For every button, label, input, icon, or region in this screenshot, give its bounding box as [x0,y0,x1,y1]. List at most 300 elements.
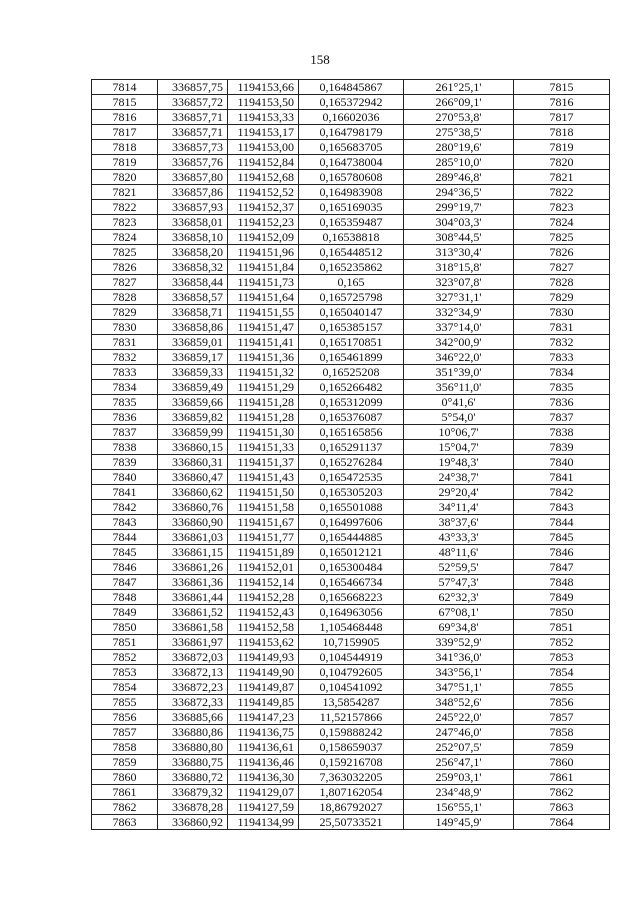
x-coordinate-cell: 336860,47 [158,470,228,485]
direction-angle-cell: 247°46,0' [404,725,514,740]
length-cell: 10,7159905 [299,635,404,650]
y-coordinate-cell: 1194153,00 [228,140,299,155]
y-coordinate-cell: 1194152,01 [228,560,299,575]
x-coordinate-cell: 336860,92 [158,815,228,830]
y-coordinate-cell: 1194151,58 [228,500,299,515]
table-row [92,140,610,155]
x-coordinate-cell: 336880,80 [158,740,228,755]
table-row [92,815,610,830]
point-number-cell: 7837 [92,425,158,440]
length-cell: 0,104541092 [299,680,404,695]
length-cell: 0,165472535 [299,470,404,485]
x-coordinate-cell: 336857,73 [158,140,228,155]
point-number-cell: 7830 [92,320,158,335]
direction-angle-cell: 29°20,4' [404,485,514,500]
y-coordinate-cell: 1194151,43 [228,470,299,485]
table-body [92,80,610,830]
point-number-cell: 7827 [92,275,158,290]
point-number-cell: 7861 [92,785,158,800]
next-point-cell: 7832 [514,335,610,350]
next-point-cell: 7836 [514,395,610,410]
table-row [92,755,610,770]
x-coordinate-cell: 336885,66 [158,710,228,725]
next-point-cell: 7863 [514,800,610,815]
table-row [92,575,610,590]
table-row [92,785,610,800]
length-cell: 0,165012121 [299,545,404,560]
length-cell: 0,165683705 [299,140,404,155]
point-number-cell: 7819 [92,155,158,170]
next-point-cell: 7860 [514,755,610,770]
length-cell: 0,165235862 [299,260,404,275]
direction-angle-cell: 332°34,9' [404,305,514,320]
length-cell: 0,165266482 [299,380,404,395]
point-number-cell: 7831 [92,335,158,350]
direction-angle-cell: 15°04,7' [404,440,514,455]
x-coordinate-cell: 336861,36 [158,575,228,590]
next-point-cell: 7815 [514,80,610,95]
point-number-cell: 7856 [92,710,158,725]
point-number-cell: 7849 [92,605,158,620]
y-coordinate-cell: 1194151,29 [228,380,299,395]
point-number-cell: 7836 [92,410,158,425]
y-coordinate-cell: 1194153,17 [228,125,299,140]
direction-angle-cell: 69°34,8' [404,620,514,635]
next-point-cell: 7840 [514,455,610,470]
direction-angle-cell: 270°53,8' [404,110,514,125]
next-point-cell: 7838 [514,425,610,440]
length-cell: 0,16538818 [299,230,404,245]
y-coordinate-cell: 1194151,64 [228,290,299,305]
direction-angle-cell: 19°48,3' [404,455,514,470]
length-cell: 0,164738004 [299,155,404,170]
table-row [92,440,610,455]
direction-angle-cell: 337°14,0' [404,320,514,335]
point-number-cell: 7820 [92,170,158,185]
point-number-cell: 7848 [92,590,158,605]
next-point-cell: 7823 [514,200,610,215]
y-coordinate-cell: 1194151,33 [228,440,299,455]
next-point-cell: 7820 [514,155,610,170]
y-coordinate-cell: 1194153,33 [228,110,299,125]
y-coordinate-cell: 1194151,37 [228,455,299,470]
length-cell: 0,165300484 [299,560,404,575]
x-coordinate-cell: 336872,13 [158,665,228,680]
length-cell: 0,159216708 [299,755,404,770]
direction-angle-cell: 252°07,5' [404,740,514,755]
x-coordinate-cell: 336858,57 [158,290,228,305]
point-number-cell: 7829 [92,305,158,320]
x-coordinate-cell: 336857,71 [158,110,228,125]
length-cell: 0,165165856 [299,425,404,440]
y-coordinate-cell: 1194152,23 [228,215,299,230]
y-coordinate-cell: 1194152,58 [228,620,299,635]
point-number-cell: 7834 [92,380,158,395]
table-row [92,305,610,320]
direction-angle-cell: 149°45,9' [404,815,514,830]
point-number-cell: 7814 [92,80,158,95]
y-coordinate-cell: 1194149,93 [228,650,299,665]
length-cell: 0,165291137 [299,440,404,455]
x-coordinate-cell: 336872,23 [158,680,228,695]
length-cell: 0,165305203 [299,485,404,500]
table-row [92,680,610,695]
direction-angle-cell: 266°09,1' [404,95,514,110]
direction-angle-cell: 323°07,8' [404,275,514,290]
table-row [92,455,610,470]
x-coordinate-cell: 336858,86 [158,320,228,335]
next-point-cell: 7845 [514,530,610,545]
table-row [92,605,610,620]
direction-angle-cell: 48°11,6' [404,545,514,560]
next-point-cell: 7816 [514,95,610,110]
table-row [92,275,610,290]
point-number-cell: 7838 [92,440,158,455]
x-coordinate-cell: 336858,44 [158,275,228,290]
next-point-cell: 7834 [514,365,610,380]
length-cell: 0,164983908 [299,185,404,200]
y-coordinate-cell: 1194134,99 [228,815,299,830]
length-cell: 0,165461899 [299,350,404,365]
direction-angle-cell: 5°54,0' [404,410,514,425]
table-row [92,515,610,530]
next-point-cell: 7839 [514,440,610,455]
point-number-cell: 7854 [92,680,158,695]
y-coordinate-cell: 1194153,62 [228,635,299,650]
point-number-cell: 7839 [92,455,158,470]
table-row [92,410,610,425]
y-coordinate-cell: 1194129,07 [228,785,299,800]
table-row [92,800,610,815]
next-point-cell: 7826 [514,245,610,260]
table-row [92,635,610,650]
x-coordinate-cell: 336861,44 [158,590,228,605]
table-row [92,770,610,785]
length-cell: 0,16525208 [299,365,404,380]
x-coordinate-cell: 336859,49 [158,380,228,395]
length-cell: 0,165725798 [299,290,404,305]
length-cell: 0,165040147 [299,305,404,320]
point-number-cell: 7824 [92,230,158,245]
next-point-cell: 7837 [514,410,610,425]
x-coordinate-cell: 336861,52 [158,605,228,620]
next-point-cell: 7848 [514,575,610,590]
x-coordinate-cell: 336860,62 [158,485,228,500]
table-row [92,320,610,335]
length-cell: 0,16602036 [299,110,404,125]
next-point-cell: 7818 [514,125,610,140]
next-point-cell: 7857 [514,710,610,725]
table-row [92,215,610,230]
direction-angle-cell: 52°59,5' [404,560,514,575]
table-row [92,695,610,710]
length-cell: 0,164798179 [299,125,404,140]
y-coordinate-cell: 1194153,66 [228,80,299,95]
y-coordinate-cell: 1194151,32 [228,365,299,380]
point-number-cell: 7818 [92,140,158,155]
next-point-cell: 7817 [514,110,610,125]
next-point-cell: 7858 [514,725,610,740]
point-number-cell: 7832 [92,350,158,365]
direction-angle-cell: 10°06,7' [404,425,514,440]
table-row [92,470,610,485]
point-number-cell: 7835 [92,395,158,410]
y-coordinate-cell: 1194151,55 [228,305,299,320]
x-coordinate-cell: 336857,93 [158,200,228,215]
y-coordinate-cell: 1194149,90 [228,665,299,680]
direction-angle-cell: 299°19,7' [404,200,514,215]
point-number-cell: 7841 [92,485,158,500]
direction-angle-cell: 294°36,5' [404,185,514,200]
point-number-cell: 7833 [92,365,158,380]
point-number-cell: 7850 [92,620,158,635]
direction-angle-cell: 280°19,6' [404,140,514,155]
table-row [92,170,610,185]
table-row [92,380,610,395]
direction-angle-cell: 351°39,0' [404,365,514,380]
y-coordinate-cell: 1194152,14 [228,575,299,590]
table-row [92,650,610,665]
x-coordinate-cell: 336860,31 [158,455,228,470]
table-row [92,125,610,140]
y-coordinate-cell: 1194149,87 [228,680,299,695]
next-point-cell: 7844 [514,515,610,530]
x-coordinate-cell: 336880,86 [158,725,228,740]
x-coordinate-cell: 336858,32 [158,260,228,275]
next-point-cell: 7841 [514,470,610,485]
x-coordinate-cell: 336859,01 [158,335,228,350]
next-point-cell: 7852 [514,635,610,650]
y-coordinate-cell: 1194127,59 [228,800,299,815]
y-coordinate-cell: 1194153,50 [228,95,299,110]
next-point-cell: 7851 [514,620,610,635]
point-number-cell: 7847 [92,575,158,590]
y-coordinate-cell: 1194151,50 [228,485,299,500]
table-row [92,590,610,605]
x-coordinate-cell: 336861,26 [158,560,228,575]
x-coordinate-cell: 336857,80 [158,170,228,185]
length-cell: 18,86792027 [299,800,404,815]
length-cell: 0,164963056 [299,605,404,620]
x-coordinate-cell: 336861,97 [158,635,228,650]
point-number-cell: 7853 [92,665,158,680]
next-point-cell: 7862 [514,785,610,800]
point-number-cell: 7863 [92,815,158,830]
point-number-cell: 7840 [92,470,158,485]
y-coordinate-cell: 1194152,68 [228,170,299,185]
direction-angle-cell: 34°11,4' [404,500,514,515]
point-number-cell: 7858 [92,740,158,755]
length-cell: 0,165 [299,275,404,290]
length-cell: 0,165376087 [299,410,404,425]
x-coordinate-cell: 336859,66 [158,395,228,410]
table-row [92,395,610,410]
y-coordinate-cell: 1194136,30 [228,770,299,785]
x-coordinate-cell: 336858,71 [158,305,228,320]
y-coordinate-cell: 1194151,47 [228,320,299,335]
table-row [92,110,610,125]
length-cell: 13,5854287 [299,695,404,710]
y-coordinate-cell: 1194151,77 [228,530,299,545]
direction-angle-cell: 62°32,3' [404,590,514,605]
x-coordinate-cell: 336861,03 [158,530,228,545]
direction-angle-cell: 304°03,3' [404,215,514,230]
direction-angle-cell: 313°30,4' [404,245,514,260]
next-point-cell: 7850 [514,605,610,620]
x-coordinate-cell: 336857,72 [158,95,228,110]
next-point-cell: 7829 [514,290,610,305]
point-number-cell: 7862 [92,800,158,815]
y-coordinate-cell: 1194152,84 [228,155,299,170]
point-number-cell: 7842 [92,500,158,515]
point-number-cell: 7857 [92,725,158,740]
table-row [92,95,610,110]
table-row [92,80,610,95]
table-row [92,260,610,275]
length-cell: 0,104792605 [299,665,404,680]
table-row [92,365,610,380]
y-coordinate-cell: 1194151,89 [228,545,299,560]
x-coordinate-cell: 336859,33 [158,365,228,380]
y-coordinate-cell: 1194151,67 [228,515,299,530]
x-coordinate-cell: 336872,03 [158,650,228,665]
direction-angle-cell: 346°22,0' [404,350,514,365]
x-coordinate-cell: 336872,33 [158,695,228,710]
next-point-cell: 7846 [514,545,610,560]
table-row [92,530,610,545]
next-point-cell: 7843 [514,500,610,515]
length-cell: 0,165312099 [299,395,404,410]
x-coordinate-cell: 336880,72 [158,770,228,785]
coordinates-table [91,79,610,830]
point-number-cell: 7845 [92,545,158,560]
table-row [92,560,610,575]
direction-angle-cell: 259°03,1' [404,770,514,785]
x-coordinate-cell: 336860,90 [158,515,228,530]
point-number-cell: 7859 [92,755,158,770]
table-row [92,725,610,740]
direction-angle-cell: 343°56,1' [404,665,514,680]
length-cell: 0,104544919 [299,650,404,665]
length-cell: 25,50733521 [299,815,404,830]
y-coordinate-cell: 1194136,61 [228,740,299,755]
direction-angle-cell: 339°52,9' [404,635,514,650]
length-cell: 7,363032205 [299,770,404,785]
next-point-cell: 7830 [514,305,610,320]
direction-angle-cell: 285°10,0' [404,155,514,170]
table-row [92,335,610,350]
y-coordinate-cell: 1194151,30 [228,425,299,440]
point-number-cell: 7823 [92,215,158,230]
next-point-cell: 7833 [514,350,610,365]
direction-angle-cell: 38°37,6' [404,515,514,530]
x-coordinate-cell: 336861,58 [158,620,228,635]
table-row [92,665,610,680]
x-coordinate-cell: 336880,75 [158,755,228,770]
point-number-cell: 7822 [92,200,158,215]
y-coordinate-cell: 1194151,28 [228,410,299,425]
page-number: 158 [310,52,330,67]
x-coordinate-cell: 336858,10 [158,230,228,245]
y-coordinate-cell: 1194151,96 [228,245,299,260]
y-coordinate-cell: 1194149,85 [228,695,299,710]
length-cell: 1,105468448 [299,620,404,635]
direction-angle-cell: 57°47,3' [404,575,514,590]
table-row [92,620,610,635]
x-coordinate-cell: 336857,75 [158,80,228,95]
point-number-cell: 7844 [92,530,158,545]
table-row [92,245,610,260]
direction-angle-cell: 43°33,3' [404,530,514,545]
point-number-cell: 7851 [92,635,158,650]
length-cell: 0,165169035 [299,200,404,215]
point-number-cell: 7843 [92,515,158,530]
point-number-cell: 7825 [92,245,158,260]
next-point-cell: 7861 [514,770,610,785]
table-row [92,350,610,365]
direction-angle-cell: 245°22,0' [404,710,514,725]
direction-angle-cell: 275°38,5' [404,125,514,140]
table-row [92,710,610,725]
table-row [92,200,610,215]
next-point-cell: 7856 [514,695,610,710]
length-cell: 0,164997606 [299,515,404,530]
point-number-cell: 7855 [92,695,158,710]
point-number-cell: 7816 [92,110,158,125]
next-point-cell: 7824 [514,215,610,230]
x-coordinate-cell: 336878,28 [158,800,228,815]
direction-angle-cell: 347°51,1' [404,680,514,695]
next-point-cell: 7859 [514,740,610,755]
direction-angle-cell: 342°00,9' [404,335,514,350]
next-point-cell: 7819 [514,140,610,155]
point-number-cell: 7846 [92,560,158,575]
direction-angle-cell: 256°47,1' [404,755,514,770]
next-point-cell: 7849 [514,590,610,605]
direction-angle-cell: 341°36,0' [404,650,514,665]
x-coordinate-cell: 336860,15 [158,440,228,455]
point-number-cell: 7817 [92,125,158,140]
direction-angle-cell: 348°52,6' [404,695,514,710]
table-row [92,290,610,305]
direction-angle-cell: 24°38,7' [404,470,514,485]
y-coordinate-cell: 1194147,23 [228,710,299,725]
y-coordinate-cell: 1194151,28 [228,395,299,410]
point-number-cell: 7852 [92,650,158,665]
length-cell: 0,165385157 [299,320,404,335]
table-row [92,185,610,200]
next-point-cell: 7831 [514,320,610,335]
y-coordinate-cell: 1194152,52 [228,185,299,200]
x-coordinate-cell: 336859,99 [158,425,228,440]
direction-angle-cell: 234°48,9' [404,785,514,800]
y-coordinate-cell: 1194136,46 [228,755,299,770]
next-point-cell: 7842 [514,485,610,500]
length-cell: 0,165444885 [299,530,404,545]
length-cell: 0,165448512 [299,245,404,260]
length-cell: 0,165170851 [299,335,404,350]
table-row [92,740,610,755]
x-coordinate-cell: 336857,76 [158,155,228,170]
table-row [92,425,610,440]
next-point-cell: 7853 [514,650,610,665]
y-coordinate-cell: 1194136,75 [228,725,299,740]
x-coordinate-cell: 336859,17 [158,350,228,365]
x-coordinate-cell: 336858,01 [158,215,228,230]
length-cell: 0,159888242 [299,725,404,740]
direction-angle-cell: 308°44,5' [404,230,514,245]
length-cell: 1,807162054 [299,785,404,800]
